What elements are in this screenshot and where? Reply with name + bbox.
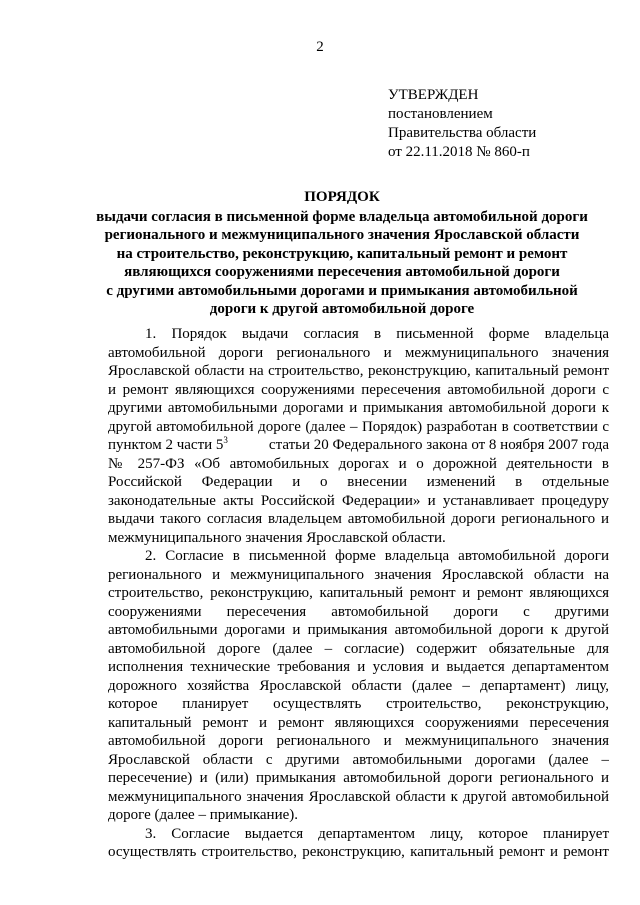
text-line: 3. Согласие выдается департаментом лицу, которое планирует [145,825,609,842]
text-line: дорожного хозяйства Ярославской области (далее – департамент) лицу, [108,677,609,694]
text-line: межмуниципального значения Ярославской области к другой автомобильной [108,788,609,805]
approval-line: УТВЕРЖДЕН [388,87,479,103]
text-line-with-superscript [108,436,609,455]
approval-line: постановлением [388,106,493,122]
text-line: № 257-ФЗ «Об автомобильных дорогах и о дорожной деятельности в [108,455,609,472]
document-title [72,188,612,319]
superscript: 3 [223,435,228,445]
document-body [108,325,609,862]
text-fragment: пунктом 2 части 5 [108,437,224,453]
text-fragment: статьи 20 Федерального закона от 8 ноября 2007 года [265,437,609,453]
text-line: Ярославской области на строительство, реконструкцию, капитальный ремонт [108,363,609,379]
text-line: 1. Порядок выдачи согласия в письменной форме владельца [145,326,609,342]
paragraph-1 [108,325,609,547]
text-line: 2. Согласие в письменной форме владельца автомобильной дороги [145,548,609,564]
text-line: дороге (далее – примыкание). [108,807,299,823]
text-line: которое планирует осуществлять строительство, реконструкцию, [108,696,609,712]
title-line: являющихся сооружениями пересечения автомобильной дороги [124,264,560,280]
text-line: другими автомобильными дорогами и примыкания автомобильной дороги к [108,400,609,416]
text-line: и ремонт являющихся сооружениями пересечения автомобильной дороги с [108,381,609,398]
text-line: капитальный ремонт и ремонт являющихся сооружениями пересечения [108,714,609,731]
text-line: Ярославской области с другими автомобильными дорогами (далее – [108,751,609,768]
paragraph-2 [108,547,609,825]
approval-line: от 22.11.2018 № 860-п [388,144,530,160]
title-line: выдачи согласия в письменной форме владельца автомобильной дороги [96,208,588,225]
paragraph-3 [108,825,609,862]
text-line: исполнения технические требования и условия и выдается департаментом [108,659,609,675]
approval-line: Правительства области [388,125,537,141]
text-line: пересечение) и (или) примыкания автомобильной дороги регионального и [108,770,609,786]
text-line: законодательные акты Российской Федерации» и устанавливает процедуру [108,492,609,509]
text-line: автомобильной дороге (далее – согласие) содержит обязательные для [108,640,609,657]
text-line: автомобильной дороги регионального и межмуниципального значения [108,733,609,749]
page-number: 2 [316,39,324,55]
title-line: регионального и межмуниципального значения Ярославской области [104,227,580,243]
text-line: осуществлять строительство, реконструкцию, капитальный ремонт и ремонт [108,844,609,860]
text-line: выдачи такого согласия владельцем автомобильной дороги регионального и [108,511,609,527]
approval-stamp [388,86,628,162]
text-line: автомобильной дороги регионального и межмуниципального значения [108,344,609,361]
text-line: сооружениями пересечения автомобильной дороги с другими [108,603,609,620]
document-heading: ПОРЯДОК [304,189,380,205]
title-line: дороги к другой автомобильной дороге [209,301,475,317]
title-line: с другими автомобильными дорогами и примыкания автомобильной [106,282,578,299]
title-line: на строительство, реконструкцию, капитальный ремонт и ремонт [116,245,568,262]
text-line: регионального и межмуниципального значения Ярославской области на [108,566,609,583]
text-line: автомобильными дорогами и примыкания автомобильной дороги к другой [108,622,609,638]
text-line: Российской Федерации и о внесении изменений в отдельные [108,474,609,490]
text-line: строительство, реконструкцию, капитальный ремонт и ремонт являющихся [108,585,609,601]
text-line: межмуниципального значения Ярославской области. [108,529,446,546]
text-line: другой автомобильной дороге (далее – Порядок) разработан в соответствии с [108,418,609,435]
